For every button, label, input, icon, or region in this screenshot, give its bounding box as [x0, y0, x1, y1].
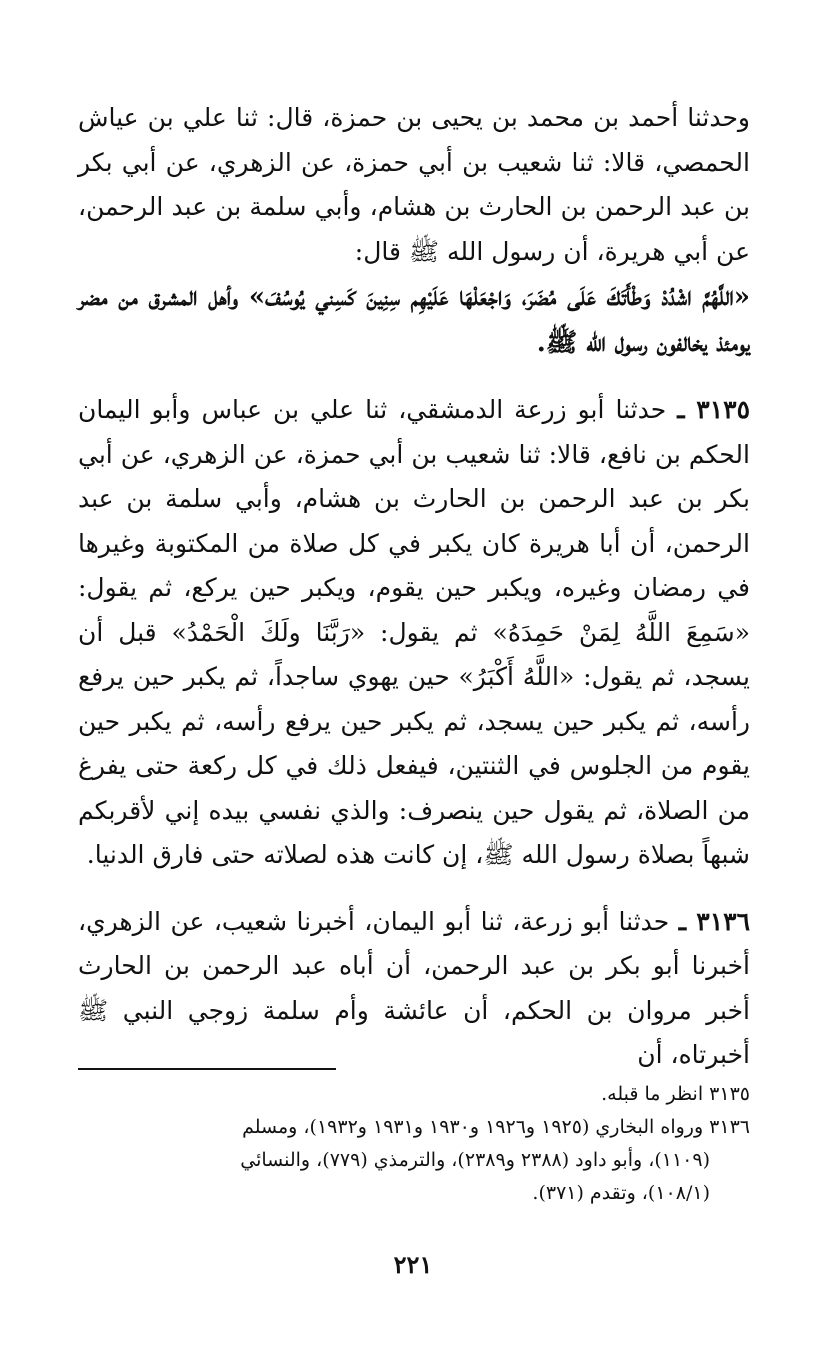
hadith-paragraph-continuation: وحدثنا أحمد بن محمد بن يحيى بن حمزة، قال: ثنا علي بن عياش الحمصي، قالا: ثنا شعيب بن أبي حمزة، عن الزهري، عن أبي بكر بن عبد الرحمن بن الحارث بن هشام، وأبي سلمة بن عبد الرحمن، عن أبي هريرة، أن رسول الله ﷺ قال: — [78, 103, 750, 266]
hadith-3135-text: حدثنا أبو زرعة الدمشقي، ثنا علي بن عباس وأبو اليمان الحكم بن نافع، قالا: ثنا شعيب بن أبي حمزة، عن الزهري، عن أبي بكر بن عبد الرحمن بن الحارث بن هشام، وأبي سلمة بن عبد الرحمن، أن أبا هريرة كان يكبر في كل صلاة من المكتوبة وغيرها في رمضان وغيره، ويكبر حين يقوم، ويكبر حين يركع، ثم يقول: «سَمِعَ اللَّهُ لِمَنْ حَمِدَهُ» ثم يقول: «رَبَّنَا ولَكَ الْحَمْدُ» قبل أن يسجد، ثم يقول: «اللَّهُ أَكْبَرُ» حين يهوي ساجداً، ثم يكبر حين يرفع رأسه، ثم يكبر حين يسجد، ثم يكبر حين يرفع رأسه، ثم يكبر حين يقوم من الجلوس في الثنتين، فيفعل ذلك في كل ركعة حتى يفرغ من الصلاة، ثم يقول حين ينصرف: والذي نفسي بيده إني لأقربكم شبهاً بصلاة رسول الله ﷺ، إن كانت هذه لصلاته حتى فارق الدنيا. — [78, 395, 750, 869]
hadith-3135 — [78, 388, 750, 878]
hadith-number-3135: ٣١٣٥ ـ — [677, 395, 750, 424]
hadith-matn-bold: «اللَّهُمَّ اشْدُدْ وَطْأَتَكَ عَلَى مُضَرَ، وَاجْعَلْهَا عَلَيْهِم سِنِينَ كَسِني يُوسُفَ» وأهل المشرق من مضر يومئذ يخالفون رسول الله ﷺ. — [78, 282, 750, 358]
hadith-3136 — [78, 900, 750, 1078]
main-text — [78, 96, 750, 1078]
footnote-3135: ٣١٣٥ انظر ما قبله. — [601, 1083, 750, 1105]
footnote-3136-line-1: ٣١٣٦ ورواه البخاري (١٩٢٥ و١٩٢٦ و١٩٣٠ و١٩٣١ و١٩٣٢)، ومسلم — [242, 1116, 750, 1138]
hadith-3136-text: حدثنا أبو زرعة، ثنا أبو اليمان، أخبرنا شعيب، عن الزهري، أخبرنا أبو بكر بن عبد الرحمن، أن أباه عبد الرحمن بن الحارث أخبر مروان بن الحكم، أن عائشة وأم سلمة زوجي النبي ﷺ أخبرتاه، أن — [78, 906, 750, 1069]
page-number: ٢٢١ — [393, 1250, 433, 1279]
footnote-3136-line-2: (١١٠٩)، وأبو داود (٢٣٨٨ و٢٣٨٩)، والترمذي (٧٧٩)، والنسائي — [240, 1149, 710, 1171]
paragraph-gap — [78, 878, 750, 900]
hadith-number-3136: ٣١٣٦ ـ — [678, 906, 751, 936]
paragraph-gap — [78, 366, 750, 388]
footnote-divider — [78, 1068, 336, 1070]
footnotes — [78, 1078, 750, 1210]
footnote-3136-line-3: (١٠٨/١)، وتقدم (٣٧١). — [532, 1182, 710, 1204]
